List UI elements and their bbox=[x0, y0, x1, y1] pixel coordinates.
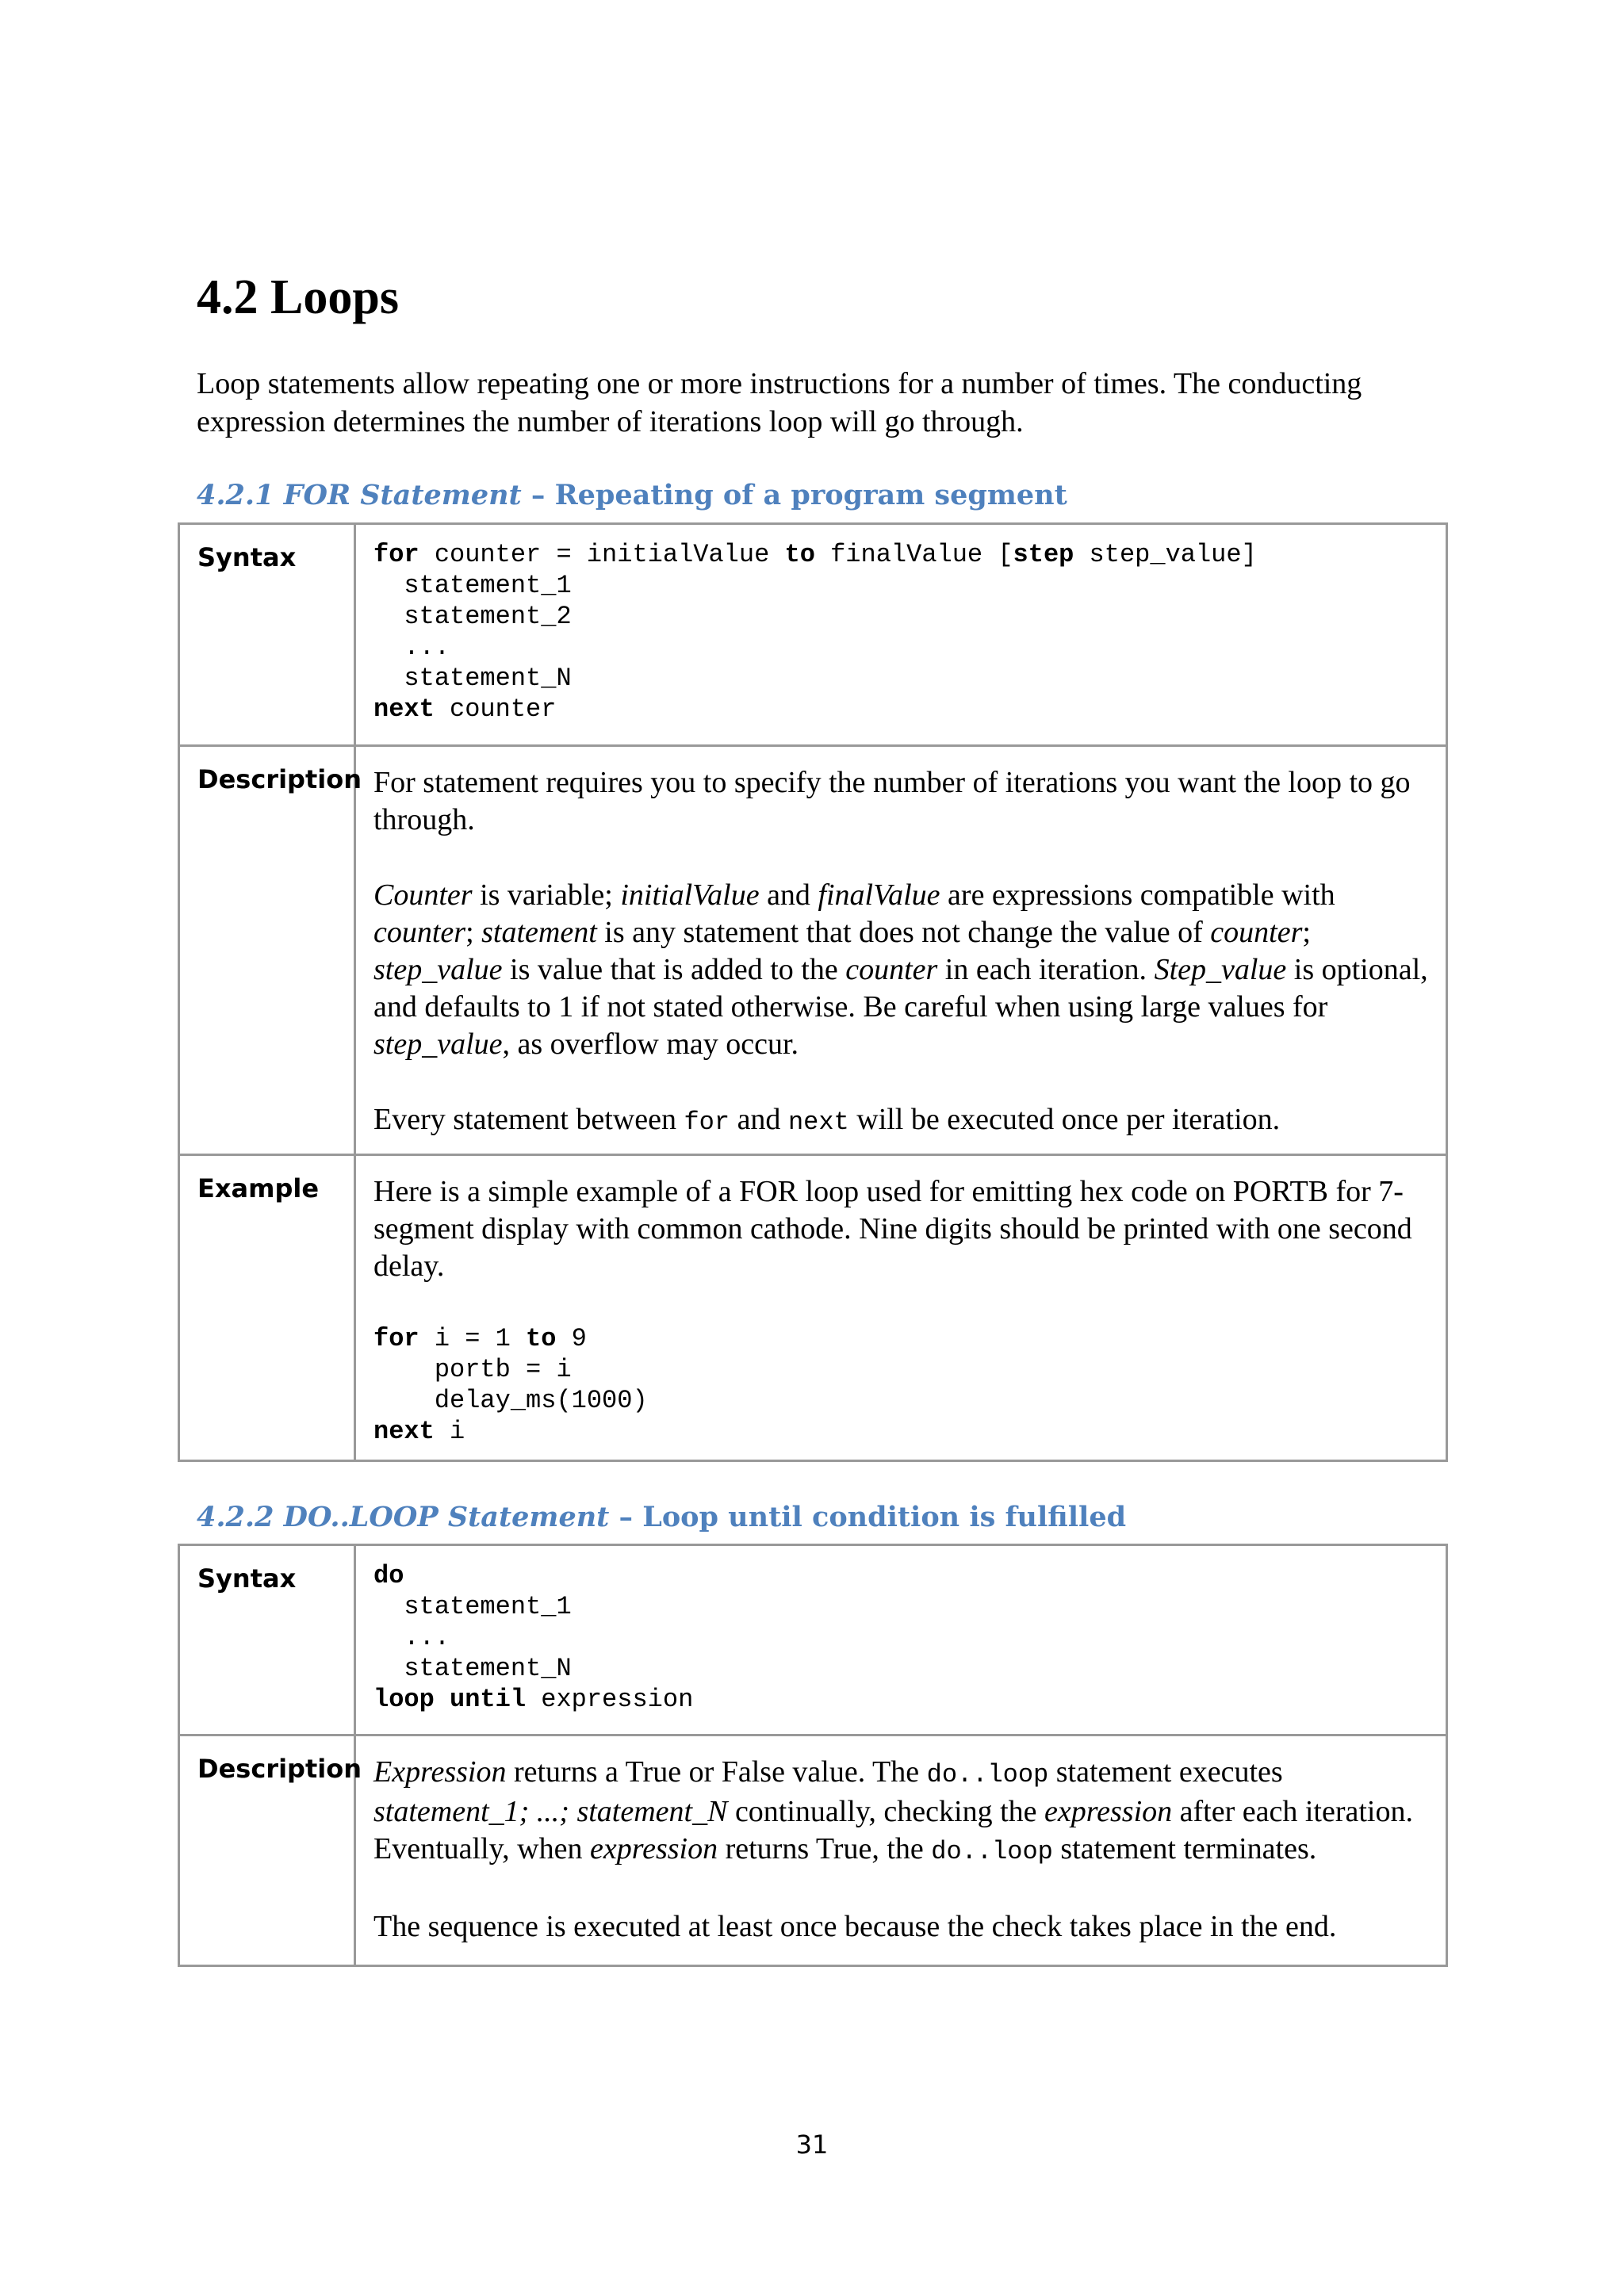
for-statement-heading bbox=[197, 479, 1067, 511]
for-description-row bbox=[179, 746, 1447, 1155]
do-description-cell bbox=[355, 1735, 1447, 1966]
do-loop-heading bbox=[197, 1501, 1126, 1533]
for-syntax-code: for counter = initialValue to finalValue [step step_value] statement_1 statement_2 ... statement_N next counter bbox=[373, 540, 1257, 724]
do-loop-heading-subtitle: – Loop until condition is fulfilled bbox=[609, 1501, 1127, 1533]
page-number: 31 bbox=[795, 2130, 829, 2160]
for-desc-paragraph-3: Every statement between for and next will be executed once per iteration. bbox=[373, 1103, 1281, 1137]
for-heading-number: 4.2.1 FOR Statement bbox=[197, 479, 522, 511]
do-syntax-row bbox=[179, 1545, 1447, 1735]
do-syntax-label: Syntax bbox=[179, 1545, 355, 1735]
do-syntax-code: do statement_1 ... statement_N loop until expression bbox=[373, 1561, 694, 1714]
for-desc-paragraph-2: Counter is variable; initialValue and finalValue are expressions compatible with counter; statement is any statement that does not change the value of counter; step_value is value that is added to the counter in each iteration. Step_value is optional, and defaults to 1 if not stated otherwise. Be careful when using large values for step_value, as overflow may occur. bbox=[373, 878, 1428, 1061]
for-example-code: for i = 1 to 9 portb = i delay_ms(1000) next i bbox=[373, 1324, 648, 1446]
for-syntax-cell bbox=[355, 524, 1447, 746]
do-description-row bbox=[179, 1735, 1447, 1966]
for-example-label: Example bbox=[179, 1155, 355, 1461]
section-intro: Loop statements allow repeating one or more instructions for a number of times. The conducting expression determines the number of iterations loop will go through. bbox=[197, 367, 1362, 438]
do-desc-paragraph-2: The sequence is executed at least once because the check takes place in the end. bbox=[373, 1910, 1337, 1943]
for-heading-subtitle: – Repeating of a program segment bbox=[521, 479, 1067, 511]
section-title: 4.2 Loops bbox=[197, 270, 399, 324]
do-syntax-cell bbox=[355, 1545, 1447, 1735]
for-example-cell bbox=[355, 1155, 1447, 1461]
for-desc-paragraph-1: For statement requires you to specify the number of iterations you want the loop to go through. bbox=[373, 766, 1411, 836]
for-syntax-row bbox=[179, 524, 1447, 746]
for-statement-table bbox=[178, 522, 1448, 1462]
do-description-label: Description bbox=[179, 1735, 355, 1966]
for-example-row bbox=[179, 1155, 1447, 1461]
do-loop-table bbox=[178, 1544, 1448, 1967]
for-description-cell bbox=[355, 746, 1447, 1155]
do-loop-heading-number: 4.2.2 DO..LOOP Statement bbox=[197, 1501, 610, 1533]
for-example-text: Here is a simple example of a FOR loop used for emitting hex code on PORTB for 7-segment display with common cathode. Nine digits should be printed with one second delay. bbox=[373, 1175, 1412, 1283]
for-description-label: Description bbox=[179, 746, 355, 1155]
do-desc-paragraph-1: Expression returns a True or False value. The do..loop statement executes statement_1; ...; statement_N continually, checking the expression after each iteration. Eventually, when expression returns True, the do..loop statement terminates. bbox=[373, 1755, 1413, 1866]
for-syntax-label: Syntax bbox=[179, 524, 355, 746]
